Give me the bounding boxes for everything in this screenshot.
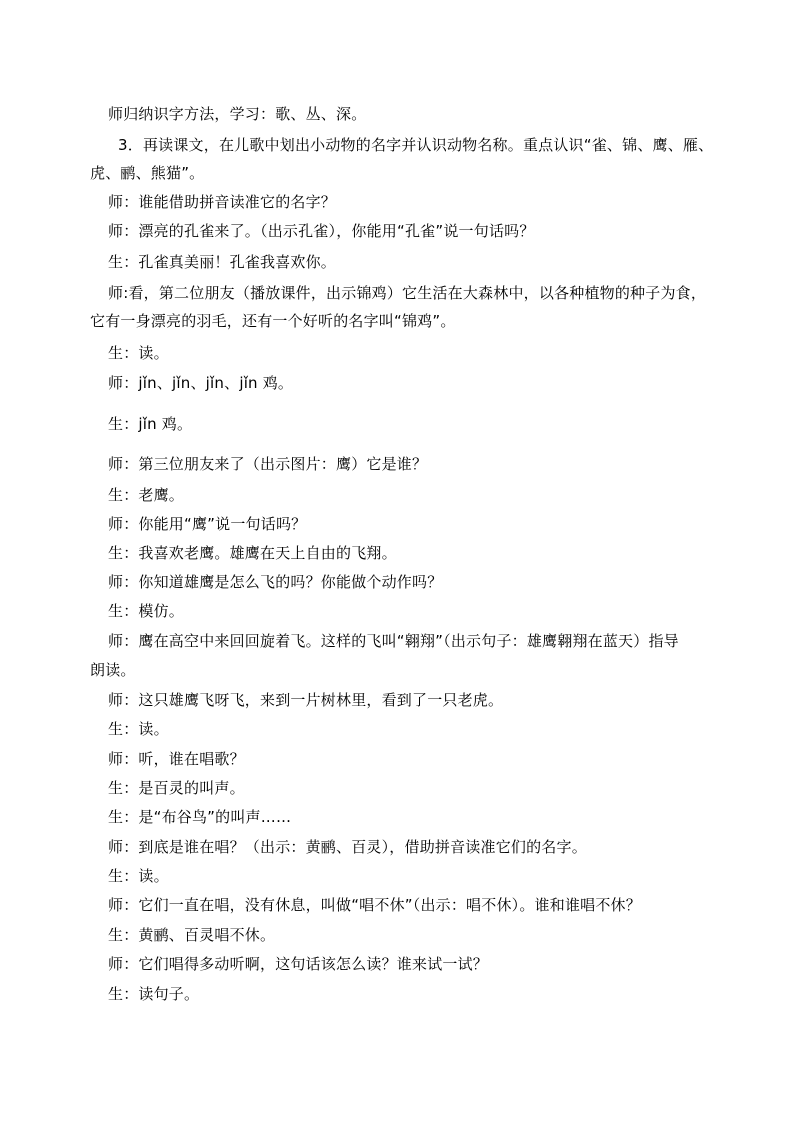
paragraph-line-21: 生：读。 xyxy=(108,720,169,738)
paragraph-line-26: 生：读。 xyxy=(108,867,169,885)
paragraph-line-23: 生：是百灵的叫声。 xyxy=(108,779,245,797)
paragraph-line-19: 朗读。 xyxy=(90,661,136,679)
paragraph-line-2: 3．再读课文，在儿歌中划出小动物的名字并认识动物名称。重点认识“雀、锦、鹰、雁、 xyxy=(118,136,714,154)
paragraph-line-7: 师:看，第二位朋友（播放课件，出示锦鸡）它生活在大森林中，以各种植物的种子为食， xyxy=(108,284,707,302)
paragraph-line-8: 它有一身漂亮的羽毛，还有一个好听的名字叫“锦鸡”。 xyxy=(90,312,456,330)
paragraph-line-6: 生：孔雀真美丽！孔雀我喜欢你。 xyxy=(108,253,337,271)
paragraph-line-20: 师：这只雄鹰飞呀飞，来到一片树林里，看到了一只老虎。 xyxy=(108,691,504,709)
paragraph-line-17: 生：模仿。 xyxy=(108,602,185,620)
paragraph-line-5: 师：漂亮的孔雀来了。（出示孔雀），你能用“孔雀”说一句话吗？ xyxy=(108,222,535,240)
paragraph-line-18: 师：鹰在高空中来回回旋着飞。这样的飞叫“翱翔”（出示句子：雄鹰翱翔在蓝天）指导 xyxy=(108,632,679,650)
paragraph-line-27: 师：它们一直在唱，没有休息，叫做“唱不休”（出示：唱不休）。谁和谁唱不休？ xyxy=(108,896,641,914)
paragraph-line-28: 生：黄鹂、百灵唱不休。 xyxy=(108,926,276,944)
paragraph-line-12: 师：第三位朋友来了（出示图片：鹰）它是谁？ xyxy=(108,455,428,473)
paragraph-line-4: 师：谁能借助拼音读准它的名字？ xyxy=(108,193,337,211)
paragraph-line-13: 生：老鹰。 xyxy=(108,486,185,504)
paragraph-line-9: 生：读。 xyxy=(108,344,169,362)
paragraph-line-22: 师：听，谁在唱歌？ xyxy=(108,750,245,768)
paragraph-line-24: 生：是“布谷鸟”的叫声…… xyxy=(108,808,292,826)
paragraph-line-3: 虎、鹂、熊猫”。 xyxy=(90,164,205,182)
paragraph-line-1: 师归纳识字方法，学习：歌、丛、深。 xyxy=(108,105,367,123)
paragraph-line-29: 师：它们唱得多动听啊，这句话该怎么读？谁来试一试？ xyxy=(108,955,489,973)
paragraph-line-16: 师：你知道雄鹰是怎么飞的吗？你能做个动作吗？ xyxy=(108,573,443,591)
paragraph-line-10: 师：jǐn、jǐn、jǐn、jǐn 鸡。 xyxy=(108,374,294,392)
paragraph-line-11: 生：jǐn 鸡。 xyxy=(108,415,193,433)
paragraph-line-30: 生：读句子。 xyxy=(108,985,200,1003)
paragraph-line-14: 师：你能用“鹰”说一句话吗？ xyxy=(108,515,307,533)
paragraph-line-25: 师：到底是谁在唱？（出示：黄鹂、百灵），借助拼音读准它们的名字。 xyxy=(108,838,587,856)
paragraph-line-15: 生：我喜欢老鹰。雄鹰在天上自由的飞翔。 xyxy=(108,544,397,562)
